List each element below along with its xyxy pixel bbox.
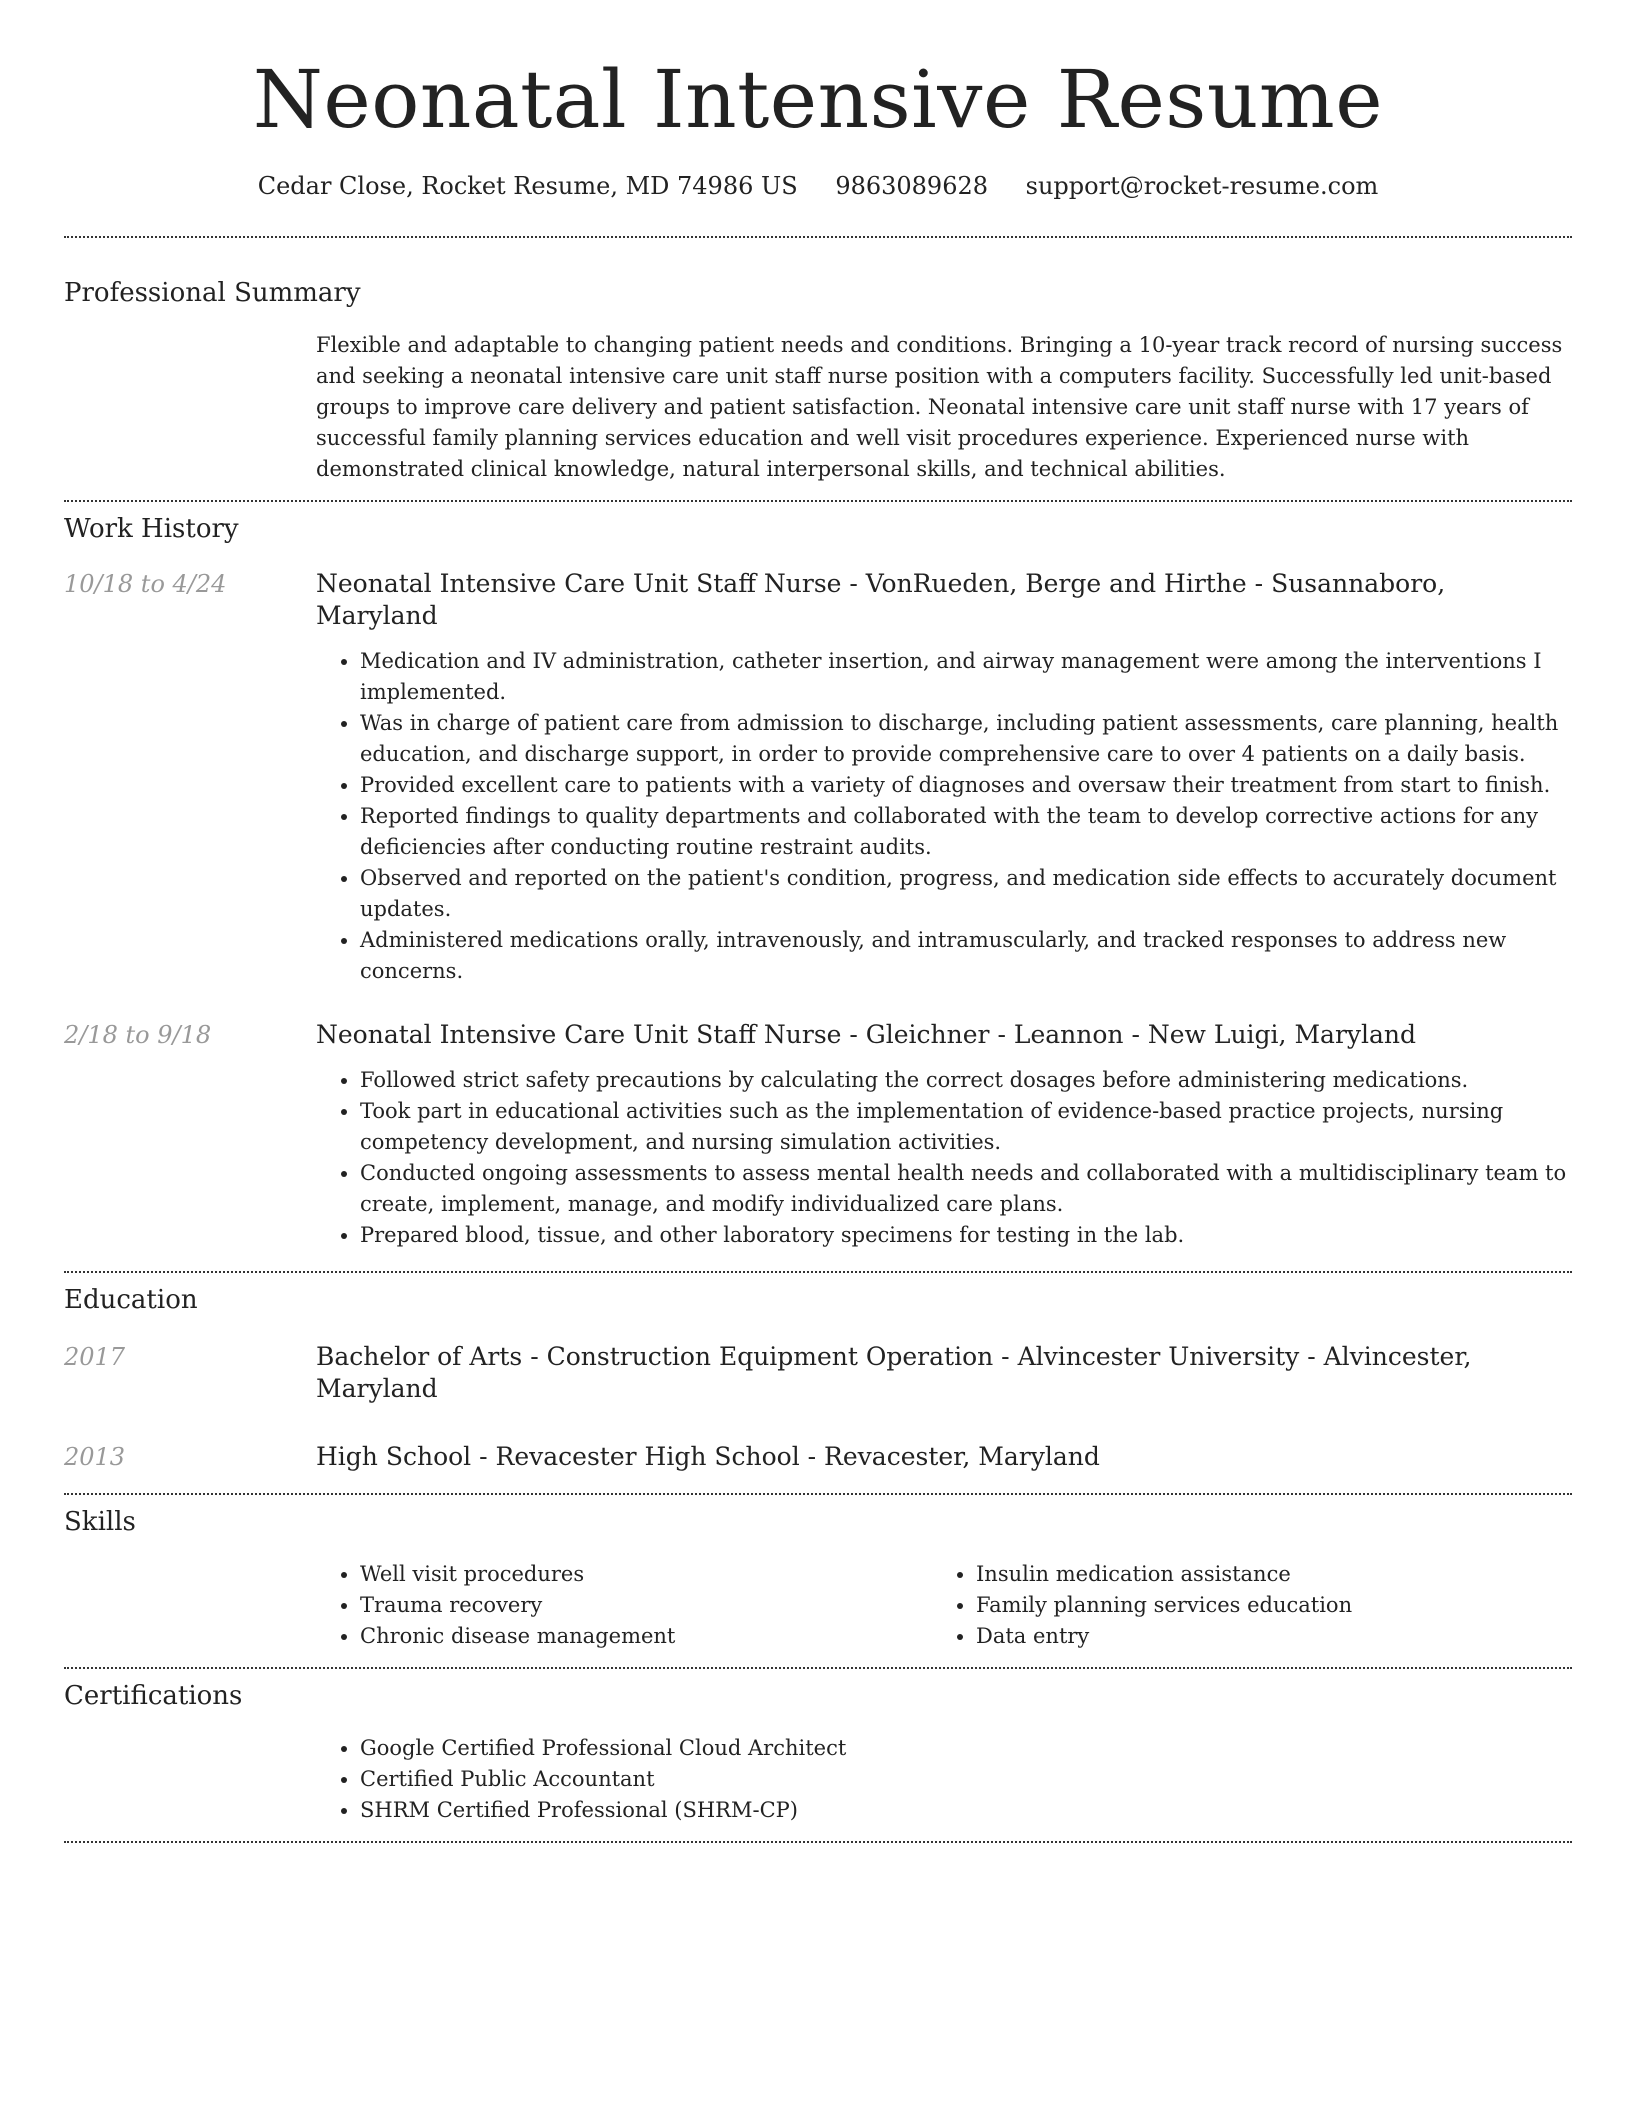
list-item: • Well visit procedures bbox=[360, 1559, 932, 1590]
job-dates: 2/18 to 9/18 bbox=[64, 1021, 212, 1049]
certifications-section bbox=[64, 1679, 1572, 1826]
skills-list-right bbox=[932, 1559, 1592, 1652]
divider bbox=[64, 1841, 1572, 1843]
education-degree: High School bbox=[316, 1442, 472, 1471]
summary-row bbox=[64, 330, 1572, 485]
job-details bbox=[316, 1019, 1572, 1251]
list-item: • Took part in educational activities such as the implementation of evidence-based practice projects, nursing competency development, and nursing simulation activities. bbox=[360, 1096, 1572, 1158]
job-details bbox=[316, 568, 1572, 987]
job-employer: VonRueden, Berge and Hirthe - Susannaboro, Maryland bbox=[316, 569, 1446, 630]
list-item: • Family planning services education bbox=[976, 1590, 1592, 1621]
list-item: • Prepared blood, tissue, and other laboratory specimens for testing in the lab. bbox=[360, 1220, 1572, 1251]
job-heading: Neonatal Intensive Care Unit Staff Nurse - Gleichner - Leannon - New Luigi, Maryland bbox=[316, 1020, 1417, 1049]
job-heading: Neonatal Intensive Care Unit Staff Nurse - VonRueden, Berge and Hirthe - Susannaboro, Maryland bbox=[316, 569, 1446, 630]
resume-page bbox=[64, 0, 1572, 1843]
list-item: • Conducted ongoing assessments to assess mental health needs and collaborated with a multidisciplinary team to create, implement, manage, and modify individualized care plans. bbox=[360, 1158, 1572, 1220]
list-item: • Was in charge of patient care from admission to discharge, including patient assessments, care planning, health education, and discharge support, in order to provide comprehensive care to over 4 patients on a daily basis. bbox=[360, 708, 1572, 770]
certifications-row bbox=[64, 1733, 1572, 1826]
section-heading-certifications: Certifications bbox=[64, 1681, 243, 1711]
list-item: • Chronic disease management bbox=[360, 1621, 932, 1652]
list-item: • Reported findings to quality departments and collaborated with the team to develop corrective actions for any deficiencies after conducting routine restraint audits. bbox=[360, 801, 1572, 863]
list-item: • SHRM Certified Professional (SHRM-CP) bbox=[360, 1795, 1572, 1826]
list-item: • Observed and reported on the patient's condition, progress, and medication side effects to accurately document updates. bbox=[360, 863, 1572, 925]
list-item: • Administered medications orally, intravenously, and intramuscularly, and tracked responses to address new concerns. bbox=[360, 925, 1572, 987]
job-role: Neonatal Intensive Care Unit Staff Nurse bbox=[316, 569, 842, 598]
section-heading-skills: Skills bbox=[64, 1507, 136, 1537]
contact-email: support@rocket-resume.com bbox=[1025, 172, 1379, 200]
list-item: • Data entry bbox=[976, 1621, 1592, 1652]
list-item: • Trauma recovery bbox=[360, 1590, 932, 1621]
divider bbox=[64, 1493, 1572, 1495]
work-section bbox=[64, 512, 1572, 1251]
divider bbox=[64, 500, 1572, 502]
skills-section bbox=[64, 1505, 1572, 1652]
education-details: Bachelor of Arts - Construction Equipment Operation - Alvincester University - Alvincester, Maryland bbox=[316, 1342, 1472, 1403]
list-item: • Medication and IV administration, catheter insertion, and airway management were among the interventions I implemented. bbox=[360, 646, 1572, 708]
skills-list-left bbox=[316, 1559, 932, 1652]
education-year: 2013 bbox=[64, 1443, 126, 1471]
contact-phone: 9863089628 bbox=[835, 172, 989, 200]
resume-name: Neonatal Intensive Resume bbox=[252, 53, 1384, 146]
list-item: • Provided excellent care to patients with a variety of diagnoses and oversaw their treatment from start to finish. bbox=[360, 770, 1572, 801]
job-employer: Gleichner - Leannon - New Luigi, Maryland bbox=[865, 1020, 1417, 1049]
education-school: Revacester High School - Revacester, Maryland bbox=[495, 1442, 1100, 1471]
contact-address: Cedar Close, Rocket Resume, MD 74986 US bbox=[257, 172, 798, 200]
section-heading-education: Education bbox=[64, 1285, 198, 1315]
certifications-list bbox=[316, 1733, 1572, 1826]
list-item: • Insulin medication assistance bbox=[976, 1559, 1592, 1590]
contact-line bbox=[64, 170, 1572, 202]
summary-section bbox=[64, 276, 1572, 485]
skills-row bbox=[64, 1559, 1572, 1652]
job-bullets bbox=[316, 646, 1572, 987]
section-heading-summary: Professional Summary bbox=[64, 278, 361, 308]
job-entry bbox=[64, 1019, 1572, 1251]
list-item: • Certified Public Accountant bbox=[360, 1764, 1572, 1795]
education-year: 2017 bbox=[64, 1343, 126, 1371]
divider bbox=[64, 1271, 1572, 1273]
education-section bbox=[64, 1283, 1572, 1473]
job-dates: 10/18 to 4/24 bbox=[64, 570, 227, 598]
certifications-spacer bbox=[64, 1733, 316, 1826]
education-entry bbox=[64, 1441, 1572, 1473]
summary-spacer bbox=[64, 330, 316, 485]
education-degree: Bachelor of Arts - Construction Equipment Operation bbox=[316, 1342, 994, 1371]
certifications-details bbox=[316, 1733, 1572, 1826]
divider bbox=[64, 1667, 1572, 1669]
list-item: • Followed strict safety precautions by calculating the correct dosages before administering medications. bbox=[360, 1065, 1572, 1096]
skills-grid bbox=[316, 1559, 1592, 1652]
section-heading-work: Work History bbox=[64, 514, 239, 544]
education-details: High School - Revacester High School - Revacester, Maryland bbox=[316, 1442, 1100, 1471]
education-entry bbox=[64, 1341, 1572, 1405]
skills-spacer bbox=[64, 1559, 316, 1652]
job-bullets bbox=[316, 1065, 1572, 1251]
summary-text: Flexible and adaptable to changing patient needs and conditions. Bringing a 10-year track record of nursing success and seeking a neonatal intensive care unit staff nurse position with a computers facility. Successfully led unit-based groups to improve care delivery and patient satisfaction. Neonatal intensive care unit staff nurse with 17 years of successful family planning services education and well visit procedures experience. Experienced nurse with demonstrated clinical knowledge, natural interpersonal skills, and technical abilities. bbox=[316, 333, 1563, 481]
divider bbox=[64, 236, 1572, 238]
list-item: • Google Certified Professional Cloud Architect bbox=[360, 1733, 1572, 1764]
education-school: Alvincester University - Alvincester, Maryland bbox=[316, 1342, 1472, 1403]
job-role: Neonatal Intensive Care Unit Staff Nurse bbox=[316, 1020, 842, 1049]
job-entry bbox=[64, 568, 1572, 987]
